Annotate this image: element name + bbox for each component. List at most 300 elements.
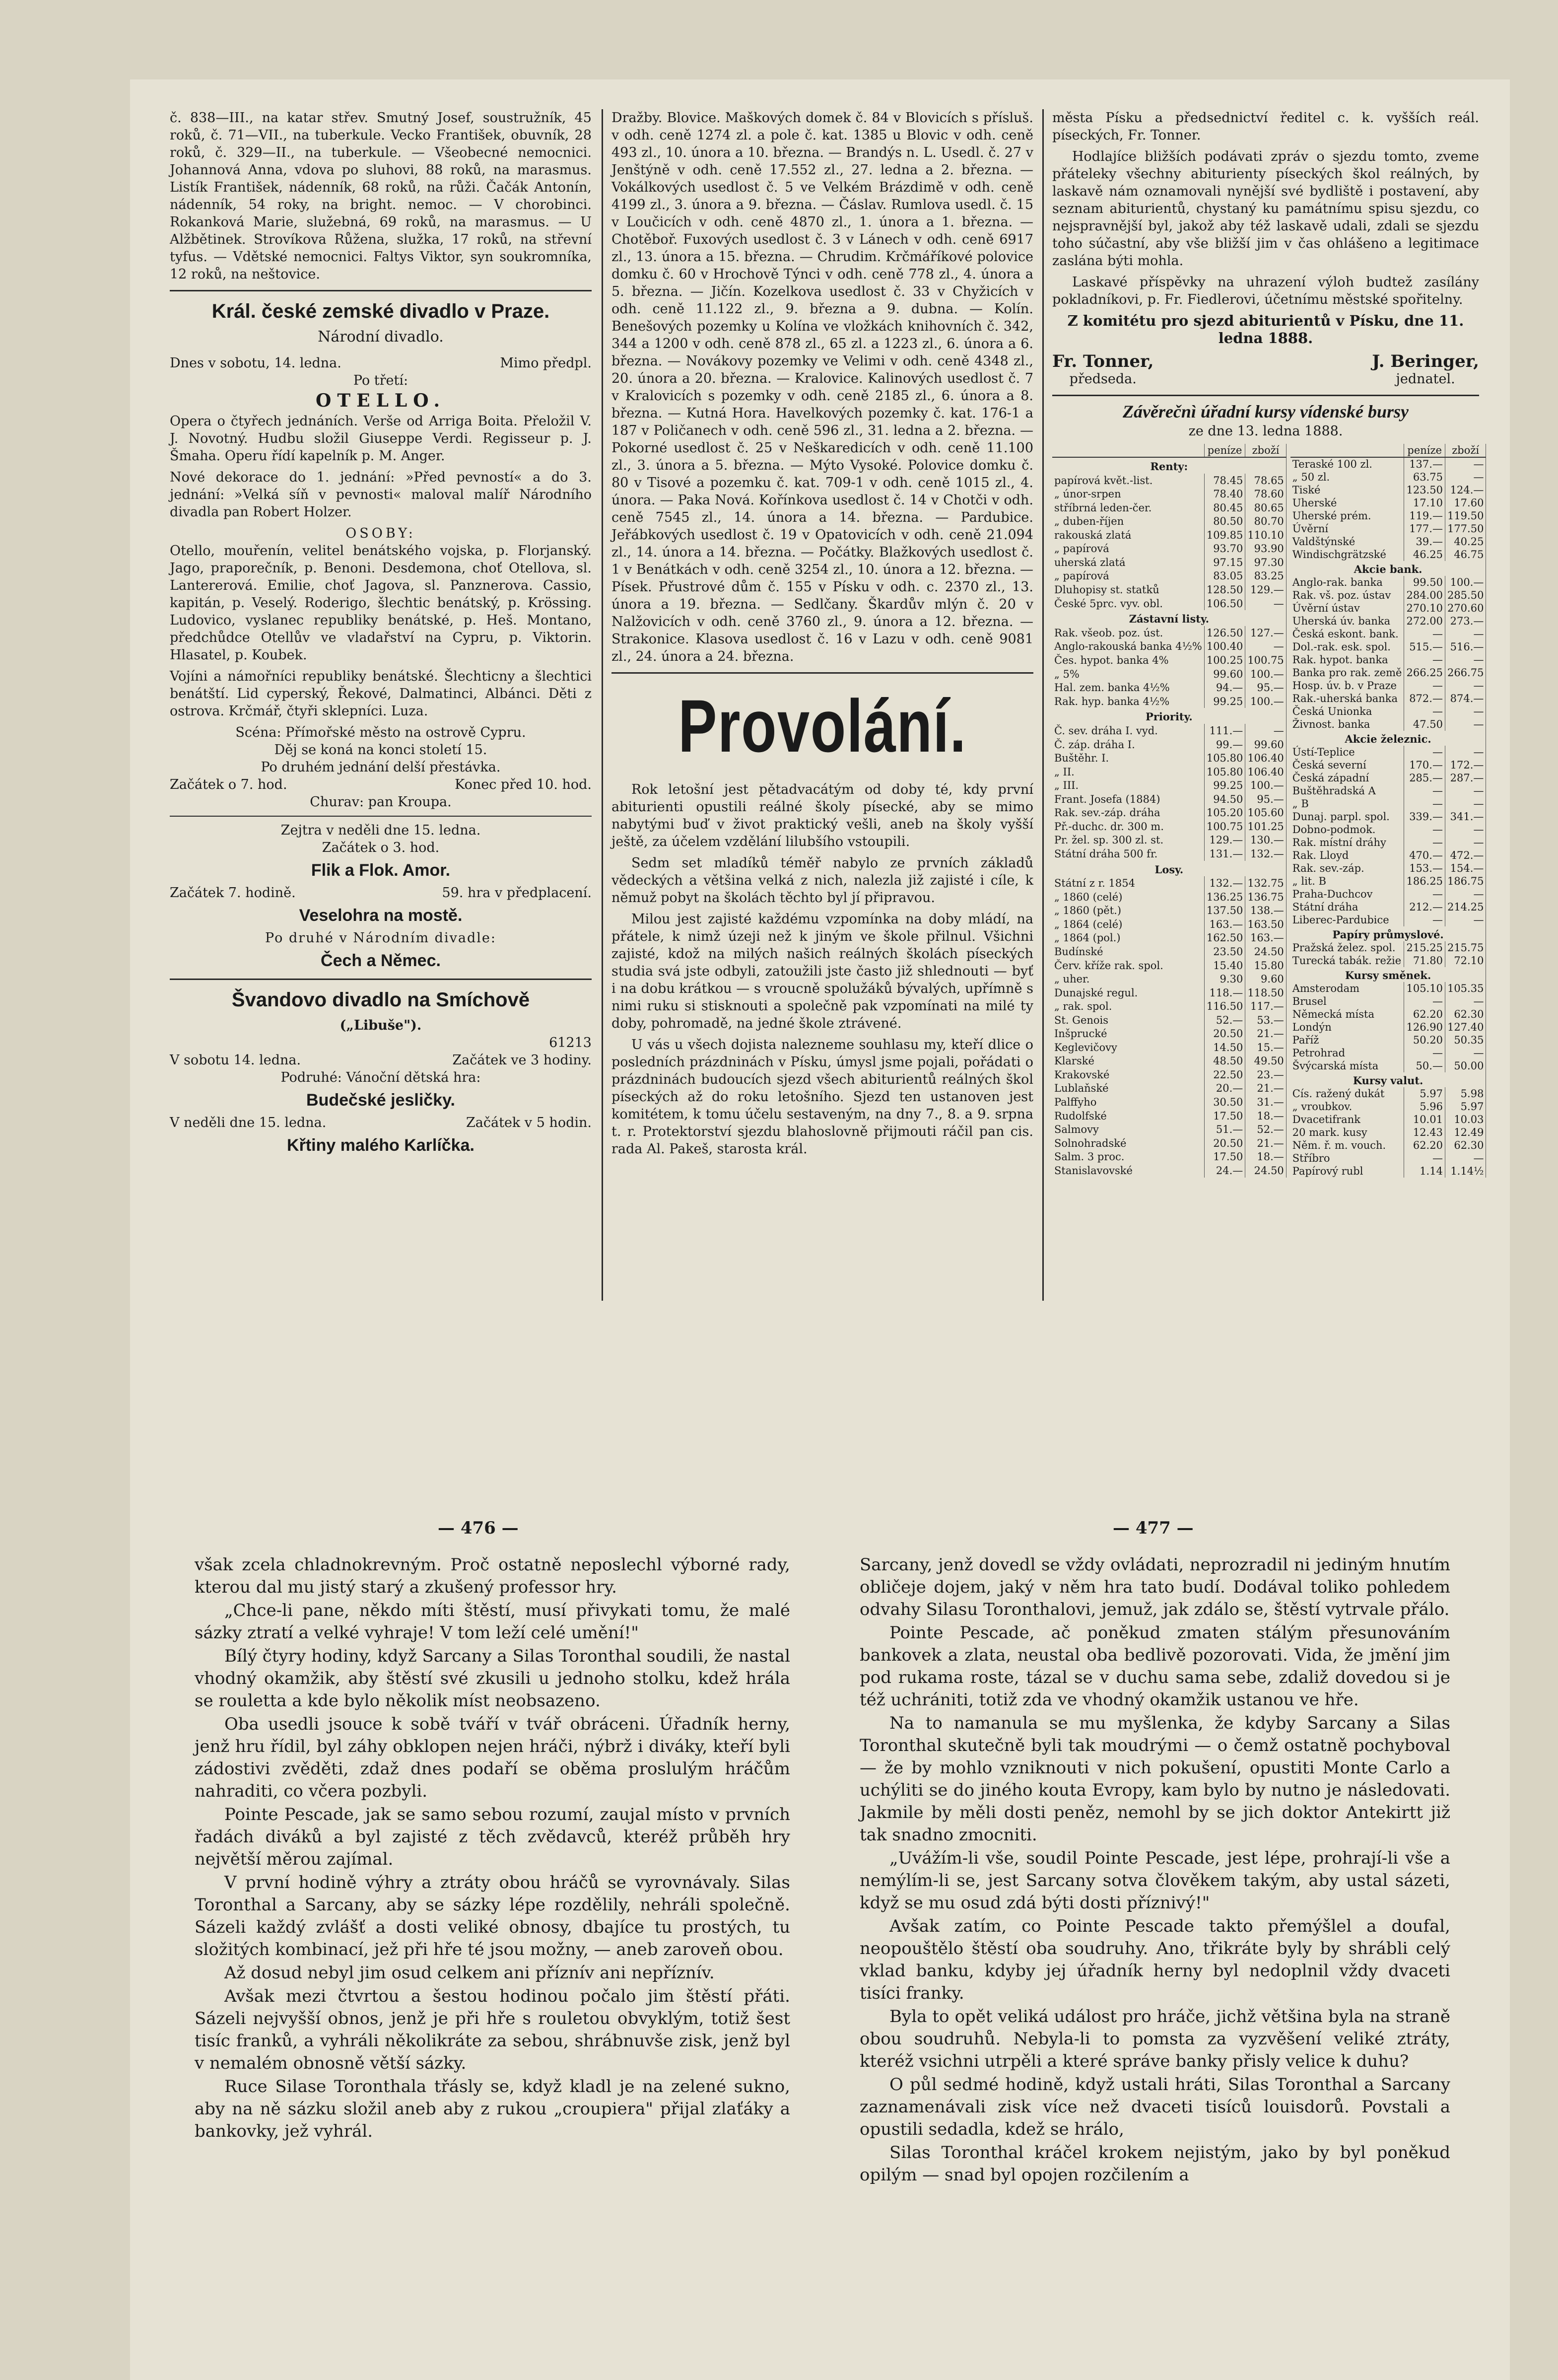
security-name: Č. záp. dráha I. bbox=[1052, 738, 1204, 752]
extras-list: Vojíni a námořníci republiky benátské. Šlechticny a šlechtici benátští. Lid cyperský, Řekové, Dalmatinci, Albánci. Děti z ostrova. Krčmář, čtyři sklepníci. Luza. bbox=[170, 669, 592, 719]
price-money: 105.80 bbox=[1204, 751, 1245, 765]
price-money: — bbox=[1404, 797, 1445, 810]
table-row bbox=[1052, 667, 1286, 681]
proclamation-contributions: Laskavé příspěvky na uhrazení výloh budtež zasílány pokladníkovi, p. Fr. Fiedlerovi, účetnímu městské spořitelny. bbox=[1052, 275, 1479, 307]
price-money: — bbox=[1404, 679, 1445, 692]
table-row bbox=[1052, 931, 1286, 945]
price-goods: 15.80 bbox=[1245, 959, 1286, 973]
price-goods: 177.50 bbox=[1445, 522, 1486, 535]
price-money: 284.00 bbox=[1404, 589, 1445, 602]
evening-row bbox=[170, 884, 592, 902]
security-name: Petrohrad bbox=[1290, 1047, 1404, 1059]
price-money: 78.40 bbox=[1204, 487, 1245, 501]
novel-paragraph: Až dosud nebyl jim osud celkem ani příznív ani nepříznív. bbox=[224, 1963, 715, 1983]
security-name: Německá místa bbox=[1290, 1008, 1404, 1021]
play-title-otello: OTELLO. bbox=[316, 390, 446, 411]
security-name: Teraské 100 zl. bbox=[1290, 457, 1404, 471]
security-name: Uherské prém. bbox=[1290, 509, 1404, 522]
price-money: 128.50 bbox=[1204, 583, 1245, 597]
price-goods: 136.75 bbox=[1245, 890, 1286, 904]
price-money: 119.— bbox=[1404, 509, 1445, 522]
price-money: — bbox=[1404, 888, 1445, 901]
price-goods: 100.— bbox=[1245, 695, 1286, 708]
table-row bbox=[1052, 1122, 1286, 1136]
price-money: 20.50 bbox=[1204, 1027, 1245, 1041]
table-row bbox=[1052, 959, 1286, 973]
price-goods: 78.60 bbox=[1245, 487, 1286, 501]
table-row bbox=[1052, 820, 1286, 834]
novel-paragraph: Avšak zatím, co Pointe Pescade takto přemýšlel a doufal, neopouštělo štěstí oba soudruhy. Ano, třikráte byly by shrábli celý vklad banku, kdyby jej úřadník herny byl nedoplnil vždy dvaceti tisíci franky. bbox=[860, 1916, 1450, 2003]
price-goods: 100.— bbox=[1245, 778, 1286, 792]
price-money: 105.10 bbox=[1404, 982, 1445, 995]
table-row bbox=[1052, 1095, 1286, 1109]
novel-paragraph: O půl sedmé hodině, když ustali hráti, Silas Toronthal a Sarcany zaznamenávali zisk více než dvaceti tisíců louisdorů. Povstali a opustili sedadla, kdež se hrálo, bbox=[860, 2075, 1450, 2139]
sunday-start: Začátek v 5 hodin. bbox=[466, 1115, 592, 1130]
table-row bbox=[1052, 528, 1286, 542]
novel-page-left bbox=[195, 1554, 790, 2328]
security-name: Rak. hyp. banka 4½% bbox=[1052, 695, 1204, 708]
price-money: 137.— bbox=[1404, 457, 1445, 471]
section-heading: Akcie železnic. bbox=[1290, 731, 1486, 746]
table-row bbox=[1052, 653, 1286, 667]
today-date: Dnes v sobotu, 14. ledna. bbox=[170, 355, 341, 371]
price-goods: 117.— bbox=[1245, 999, 1286, 1013]
performance-count: Po třetí: bbox=[353, 373, 408, 388]
price-goods: 105.35 bbox=[1445, 982, 1486, 995]
price-money: 50.— bbox=[1404, 1059, 1445, 1072]
table-row bbox=[1052, 1027, 1286, 1041]
security-name: Úvěrní bbox=[1290, 522, 1404, 535]
price-goods: 46.75 bbox=[1445, 548, 1486, 561]
auctions-text: Dražby. Blovice. Maškových domek č. 84 v Blovicích s přísluš. v odh. ceně 1274 zl. a pole č. kat. 1385 u Blovic v odh. ceně 493 zl., 10. února a 10. března. — Brandýs n. L. Usedl. č. 27 v Jenštýně v odh. ceně 17.552 zl., 27. ledna a 2. března. — Vokálkových usedlost č. 5 ve Velkém Brázdimě v odh. ceně 4199 zl., 3. února a 9. března. — Čáslav. Rumlova usedl. č. 15 v Loučicích v odh. ceně 4870 zl., 1. února a 1. března. — Chotěboř. Fuxových usedlost č. 3 v Lánech v odh. ceně 6917 zl., 13. února a 15. března. — Chrudim. Krčmáříkové polovice domku č. 60 v Hrochově Týnci v odh. ceně 778 zl., 4. února a 5. března. — Jičín. Kozelkova usedlost č. 33 v Chyžicích v odh. ceně 11.122 zl., 9. března a 9. dubna. — Kolín. Benešových pozemky u Kolína ve vložkách knihovních č. 342, 344 a 1200 v odh. ceně 878 zl., 65 zl. a 1223 zl., 6. února a 6. března. — Novákovy pozemky ve Velimi v odh. ceně 4348 zl., 20. února a 20. března. — Kralovice. Kalinových usedlost č. 7 v Kralovicích s pozemky v odh. ceně 2185 zl., 6. února a 8. března. — Kutná Hora. Havelkových pozemky č. kat. 176-1 a 187 v Poličanech v odh. ceně 596 zl., 31. ledna a 2. března. — Pokorné usedlost č. 25 v Neškaredicích v odh. ceně 11.100 zl., 3. února a 5. března. — Mýto Vysoké. Polovice domku č. 80 v Tisové a pozemku č. kat. 709-1 v odh. ceně 1015 zl., 4. února. — Paka Nová. Kořínkova usedlost č. 14 v Chotči v odh. ceně 7545 zl., 14. února a 14. března. — Pardubice. Jeřábkových usedlost č. 19 v Opatovicích v odh. ceně 21.094 zl., 14. února a 14. března. — Počátky. Blažkových usedlost č. 1 v Benátkách v odh. ceně 3254 zl., 10. února a 12. března. — Písek. Přustrové dům č. 155 v Písku v odh. c. 2370 zl., 13. února a 19. března. — Sedlčany. Škardův mlýn č. 20 v Nalžovicích v odh. ceně 3760 zl., 9. února a 12. března. — Strakonice. Klasova usedlost č. 16 v Lazu v odh. ceně 9081 zl., 24. února a 24. března. bbox=[611, 110, 1033, 664]
security-name: Valdštýnské bbox=[1290, 535, 1404, 548]
price-money: 24.— bbox=[1204, 1164, 1245, 1178]
price-money: 17.50 bbox=[1204, 1109, 1245, 1123]
price-money: 99.— bbox=[1204, 738, 1245, 752]
price-money: 186.25 bbox=[1404, 875, 1445, 888]
table-row bbox=[1052, 945, 1286, 959]
security-name: Windischgrätzské bbox=[1290, 548, 1404, 561]
price-goods: 80.65 bbox=[1245, 501, 1286, 515]
novel-paragraph: Silas Toronthal kráčel krokem nejistým, jako by byl poněkud opilým — snad byl opojen rozčilením a bbox=[860, 2143, 1450, 2185]
table-row bbox=[1052, 556, 1286, 569]
table-row bbox=[1290, 1059, 1486, 1072]
security-name: Př.-duchc. dr. 300 m. bbox=[1052, 820, 1204, 834]
price-money: — bbox=[1404, 913, 1445, 926]
price-goods: 9.60 bbox=[1245, 972, 1286, 986]
table-row bbox=[1290, 941, 1486, 954]
price-goods: 163.— bbox=[1245, 931, 1286, 945]
security-name: „ papírová bbox=[1052, 542, 1204, 556]
table-row bbox=[1052, 583, 1286, 597]
col-header-zbozi: zboží bbox=[1445, 444, 1486, 457]
novel-page-right bbox=[860, 1554, 1450, 2328]
table-row bbox=[1290, 471, 1486, 484]
column-theatre bbox=[170, 109, 592, 1340]
table-row bbox=[1290, 509, 1486, 522]
price-goods: 118.50 bbox=[1245, 986, 1286, 1000]
price-goods: — bbox=[1445, 1152, 1486, 1165]
price-money: 162.50 bbox=[1204, 931, 1245, 945]
price-goods: 516.— bbox=[1445, 640, 1486, 653]
table-row bbox=[1290, 849, 1486, 862]
table-row bbox=[1052, 904, 1286, 918]
price-money: 272.00 bbox=[1404, 615, 1445, 628]
security-name: „ III. bbox=[1052, 778, 1204, 792]
security-name: Rudolfské bbox=[1052, 1109, 1204, 1123]
price-goods: — bbox=[1245, 597, 1286, 611]
price-money: 470.— bbox=[1404, 849, 1445, 862]
table-row bbox=[1290, 1139, 1486, 1152]
table-row bbox=[1052, 569, 1286, 583]
table-row bbox=[1052, 999, 1286, 1013]
table-row bbox=[1052, 890, 1286, 904]
table-row bbox=[1052, 724, 1286, 738]
security-name: Dunajské regul. bbox=[1052, 986, 1204, 1000]
proclamation-request: Hodlajíce bližších podávati zpráv o sjezdu tomto, zveme přáteleky všechny abiturienty píseckých škol reálných, by laskavě nám oznamovali nynější své bydliště i postavení, aby seznam abiturientů, chystaný ku památnímu spisu sjezdu, co nejspravnější byl, jakož aby též laskavě udali, zdali se sjezdu toho súčastní, aby vše bližší jim v čas ohlášeno a legitimace zaslána býti mohla. bbox=[1052, 149, 1479, 269]
table-row bbox=[1052, 1164, 1286, 1178]
security-name: Něm. ř. m. vouch. bbox=[1290, 1139, 1404, 1152]
price-goods: 127.40 bbox=[1445, 1021, 1486, 1034]
date-row bbox=[170, 354, 592, 372]
table-row bbox=[1290, 666, 1486, 679]
security-name: Paříž bbox=[1290, 1034, 1404, 1047]
security-name: Pr. žel. sp. 300 zl. st. bbox=[1052, 834, 1204, 847]
price-money: 12.43 bbox=[1404, 1126, 1445, 1139]
svandovo-title: Švandovo divadlo na Smíchově bbox=[231, 989, 530, 1011]
price-money: 50.20 bbox=[1404, 1034, 1445, 1047]
table-row bbox=[1290, 548, 1486, 561]
price-goods: 95.— bbox=[1245, 792, 1286, 806]
table-row bbox=[1290, 913, 1486, 926]
table-row bbox=[1052, 834, 1286, 847]
table-row bbox=[1290, 602, 1486, 615]
security-name: Keglevičovy bbox=[1052, 1041, 1204, 1054]
table-row bbox=[1290, 771, 1486, 784]
death-notices: č. 838—III., na katar střev. Smutný Josef, soustružník, 45 roků, č. 71—VII., na tuberkule. Vecko František, obuvník, 28 roků, č. 329—II., na tuberkule. — Všeobecné nemocnici. Johannová Anna, vdova po sluhovi, 88 roků, na marasmus. Listík František, nádenník, 68 roků, na růži. Čačák Antonín, nádenník, 54 roky, na bright. nemoc. — V chorobinci. Rokanková Marie, služebná, 69 roků, na marasmus. — U Alžbětinek. Strovíkova Růžena, služka, 17 roků, na střevní tyfus. — Vdětské nemocnici. Faltys Viktor, syn soukromníka, 12 roků, na neštovice. bbox=[170, 110, 592, 282]
price-money: 93.70 bbox=[1204, 542, 1245, 556]
divider bbox=[170, 290, 592, 291]
table-row bbox=[1290, 640, 1486, 653]
divider bbox=[170, 979, 592, 980]
col-header-penize: peníze bbox=[1404, 444, 1445, 457]
signature-role: předseda. bbox=[1069, 371, 1137, 387]
table-row bbox=[1052, 542, 1286, 556]
price-goods: — bbox=[1445, 913, 1486, 926]
security-name: Červ. kříže rak. spol. bbox=[1052, 959, 1204, 973]
price-goods: 5.98 bbox=[1445, 1087, 1486, 1100]
table-row bbox=[1290, 679, 1486, 692]
proclamation-paragraph-2: Sedm set mladíků téměř nabylo ze prvních základů vědeckých a většina velká z nich, nalezla již zajisté i cíle, k němuž pobyt na školách těchto byl jí připravou. bbox=[611, 855, 1033, 906]
saturday-row bbox=[170, 1051, 592, 1069]
table-row bbox=[1290, 1100, 1486, 1113]
table-row bbox=[1052, 1054, 1286, 1068]
proclamation-heading: Provolání. bbox=[678, 684, 967, 768]
table-row bbox=[1290, 954, 1486, 967]
price-money: — bbox=[1404, 705, 1445, 718]
security-name: Hal. zem. banka 4½% bbox=[1052, 681, 1204, 695]
price-money: 51.— bbox=[1204, 1122, 1245, 1136]
price-goods: 163.50 bbox=[1245, 917, 1286, 931]
signature-name: Fr. Tonner, bbox=[1052, 351, 1154, 371]
price-money: 14.50 bbox=[1204, 1041, 1245, 1054]
proclamation-paragraph-4: U vás u všech dojista nalezneme souhlasu my, kteří dlice o posledních prázdninách v Písku, úmysl jsme pojali, pořádati o prázdninách budoucích sjezd všech abiturientů reálných škol píseckých až do roku letošního. Sjezd ten ustanoven jest komitétem, k tomu účelu sestaveným, na dny 7., 8. a 9. srpna t. r. Protektorství sjezdu blahoslovně přijmouti ráčil pan cis. rada Al. Pakeš, starosta král. bbox=[611, 1037, 1033, 1157]
price-goods: 874.— bbox=[1445, 692, 1486, 705]
price-money: 132.— bbox=[1204, 876, 1245, 890]
price-goods: — bbox=[1445, 888, 1486, 901]
security-name: „ uher. bbox=[1052, 972, 1204, 986]
newspaper-page bbox=[130, 79, 1510, 2380]
play-flik-flok: Flik a Flok. Amor. bbox=[311, 861, 451, 880]
novel-paragraph: „Uvážím-li vše, soudil Pointe Pescade, jest lépe, prohrají-li vše a nemýlím-li se, jest Sarcany sotva člověkem takým, aby ustal sázeti, když se mu osud zdá býti dosti příznivý!" bbox=[860, 1848, 1450, 1913]
table-section-row bbox=[1052, 610, 1286, 626]
table-row bbox=[1052, 1136, 1286, 1150]
price-money: 97.15 bbox=[1204, 556, 1245, 569]
security-name: Hosp. úv. b. v Praze bbox=[1290, 679, 1404, 692]
security-name: České 5prc. vyv. obl. bbox=[1052, 597, 1204, 611]
table-row bbox=[1052, 681, 1286, 695]
price-money: — bbox=[1404, 784, 1445, 797]
price-goods: 15.— bbox=[1245, 1041, 1286, 1054]
price-money: 109.85 bbox=[1204, 528, 1245, 542]
table-row bbox=[1290, 759, 1486, 771]
tomorrow-date: Zejtra v neděli dne 15. ledna. bbox=[280, 823, 481, 838]
play-budecske: Budečské jesličky. bbox=[306, 1091, 455, 1110]
price-money: — bbox=[1404, 836, 1445, 849]
security-name: Anglo-rakouská banka 4½% bbox=[1052, 640, 1204, 654]
security-name: Dunaj. parpl. spol. bbox=[1290, 810, 1404, 823]
column-rule bbox=[1042, 109, 1044, 1301]
security-name: Státní dráha 500 fr. bbox=[1052, 847, 1204, 861]
price-goods: — bbox=[1445, 679, 1486, 692]
price-money: 131.— bbox=[1204, 847, 1245, 861]
security-name: Pražská želez. spol. bbox=[1290, 941, 1404, 954]
security-name: Palffyho bbox=[1052, 1095, 1204, 1109]
price-goods: 130.— bbox=[1245, 834, 1286, 847]
security-name: „ papírová bbox=[1052, 569, 1204, 583]
price-goods: 100.— bbox=[1245, 667, 1286, 681]
security-name: papírová květ.-list. bbox=[1052, 474, 1204, 488]
table-row bbox=[1290, 982, 1486, 995]
bourse-date: ze dne 13. ledna 1888. bbox=[1188, 423, 1343, 439]
table-row bbox=[1290, 705, 1486, 718]
security-name: Uherská úv. banka bbox=[1290, 615, 1404, 628]
price-goods: — bbox=[1445, 718, 1486, 731]
security-name: „ II. bbox=[1052, 765, 1204, 779]
divider bbox=[611, 672, 1033, 674]
price-goods: 132.75 bbox=[1245, 876, 1286, 890]
security-name: „ vroubkov. bbox=[1290, 1100, 1404, 1113]
price-goods: 49.50 bbox=[1245, 1054, 1286, 1068]
table-row bbox=[1290, 496, 1486, 509]
price-goods: 1.14½ bbox=[1445, 1165, 1486, 1178]
security-name: „ únor-srpen bbox=[1052, 487, 1204, 501]
table-row bbox=[1052, 1041, 1286, 1054]
security-name: Živnost. banka bbox=[1290, 718, 1404, 731]
signature-name: J. Beringer, bbox=[1372, 351, 1479, 371]
security-name: Česká severní bbox=[1290, 759, 1404, 771]
security-name: Budínské bbox=[1052, 945, 1204, 959]
security-name: Státní z r. 1854 bbox=[1052, 876, 1204, 890]
security-name: Inšprucké bbox=[1052, 1027, 1204, 1041]
price-goods: 95.— bbox=[1245, 681, 1286, 695]
price-money: 515.— bbox=[1404, 640, 1445, 653]
table-row bbox=[1052, 972, 1286, 986]
price-money: 106.50 bbox=[1204, 597, 1245, 611]
security-name: Rak. všeob. poz. úst. bbox=[1052, 626, 1204, 640]
page-number-right: — 477 — bbox=[1113, 1518, 1194, 1538]
price-money: 339.— bbox=[1404, 810, 1445, 823]
security-name: Krakovské bbox=[1052, 1068, 1204, 1082]
price-money: 20.50 bbox=[1204, 1136, 1245, 1150]
price-money: 78.45 bbox=[1204, 474, 1245, 488]
sick-note: Churav: pan Kroupa. bbox=[310, 794, 452, 810]
price-goods: 132.— bbox=[1245, 847, 1286, 861]
novel-paragraph: Pointe Pescade, ač poněkud zmaten stálým přesunováním bankovek a zlata, neustal oba bedlivě pozorovati. Vida, že jmění jim pod rukama roste, tázal se v duchu sama sebe, zdaliž dovedou si je též uchrániti, totiž zda ve vhodný okamžik ustanou ve hře. bbox=[860, 1623, 1450, 1710]
play-veselohra: Veselohra na mostě. bbox=[299, 906, 463, 925]
saturday-date: V sobotu 14. ledna. bbox=[170, 1052, 301, 1068]
price-goods: 105.60 bbox=[1245, 806, 1286, 820]
security-name: Rak. Lloyd bbox=[1290, 849, 1404, 862]
price-money: 99.60 bbox=[1204, 667, 1245, 681]
price-money: 285.— bbox=[1404, 771, 1445, 784]
security-name: Úvěrní ústav bbox=[1290, 602, 1404, 615]
price-money: — bbox=[1404, 1047, 1445, 1059]
price-goods: — bbox=[1445, 653, 1486, 666]
novel-paragraph: Bílý čtyry hodiny, když Sarcany a Silas Toronthal soudili, že nastal vhodný okamžik, aby štěstí své zkusili u jednoho stolku, kdež hrála se rouletta a kde bylo několik míst neobsazeno. bbox=[195, 1646, 790, 1711]
security-name: „ 1860 (pět.) bbox=[1052, 904, 1204, 918]
price-goods: — bbox=[1445, 628, 1486, 640]
table-row bbox=[1052, 917, 1286, 931]
table-row bbox=[1290, 995, 1486, 1008]
col-header-name bbox=[1290, 444, 1404, 457]
price-money: 30.50 bbox=[1204, 1095, 1245, 1109]
table-row bbox=[1290, 875, 1486, 888]
price-money: 83.05 bbox=[1204, 569, 1245, 583]
price-money: 136.25 bbox=[1204, 890, 1245, 904]
price-money: 100.40 bbox=[1204, 640, 1245, 654]
security-name: Brusel bbox=[1290, 995, 1404, 1008]
table-row bbox=[1290, 1165, 1486, 1178]
security-name: Dol.-rak. esk. spol. bbox=[1290, 640, 1404, 653]
price-goods: 270.60 bbox=[1445, 602, 1486, 615]
security-name: Rak.-uherská banka bbox=[1290, 692, 1404, 705]
price-money: 5.96 bbox=[1404, 1100, 1445, 1113]
price-money: 17.50 bbox=[1204, 1150, 1245, 1164]
price-money: 129.— bbox=[1204, 834, 1245, 847]
section-heading: Kursy valut. bbox=[1290, 1072, 1486, 1087]
price-goods: 97.30 bbox=[1245, 556, 1286, 569]
table-row bbox=[1290, 576, 1486, 589]
security-name: Salmovy bbox=[1052, 1122, 1204, 1136]
price-money: 170.— bbox=[1404, 759, 1445, 771]
start-time: Začátek o 7. hod. bbox=[170, 777, 287, 792]
price-goods: 17.60 bbox=[1445, 496, 1486, 509]
price-goods: — bbox=[1445, 746, 1486, 759]
price-money: 23.50 bbox=[1204, 945, 1245, 959]
security-name: Londýn bbox=[1290, 1021, 1404, 1034]
saturday-start: Začátek ve 3 hodiny. bbox=[452, 1052, 592, 1068]
table-row bbox=[1052, 487, 1286, 501]
price-goods: 273.— bbox=[1445, 615, 1486, 628]
price-goods: 138.— bbox=[1245, 904, 1286, 918]
price-goods: 50.35 bbox=[1445, 1034, 1486, 1047]
price-money: — bbox=[1404, 823, 1445, 836]
price-money: — bbox=[1404, 628, 1445, 640]
table-row bbox=[1052, 738, 1286, 752]
sunday-date: V neděli dne 15. ledna. bbox=[170, 1115, 327, 1130]
intermission-note: Po druhém jednání delší přestávka. bbox=[261, 760, 501, 775]
price-goods: 18.— bbox=[1245, 1150, 1286, 1164]
price-goods: 119.50 bbox=[1445, 509, 1486, 522]
price-goods: — bbox=[1245, 724, 1286, 738]
price-goods: — bbox=[1445, 836, 1486, 849]
novel-paragraph: V první hodině výhry a ztráty obou hráčů se vyrovnávaly. Silas Toronthal a Sarcany, aby se sázky lépe rozdělily, nehráli společně. Sázeli každý zvlášť a dosti veliké obnosy, dbajíce tu prostých, tu složitých kombinací, jež při hře té jsou možny, — aneb zaroveň obou. bbox=[195, 1873, 790, 1960]
price-goods: 53.— bbox=[1245, 1013, 1286, 1027]
price-goods: 214.25 bbox=[1445, 901, 1486, 913]
table-row bbox=[1290, 615, 1486, 628]
price-money: 47.50 bbox=[1404, 718, 1445, 731]
table-section-row bbox=[1052, 861, 1286, 877]
time-note: Děj se koná na konci století 15. bbox=[274, 742, 487, 758]
security-name: Frant. Josefa (1884) bbox=[1052, 792, 1204, 806]
table-row bbox=[1290, 1047, 1486, 1059]
security-name: Tiské bbox=[1290, 484, 1404, 496]
price-goods: 341.— bbox=[1445, 810, 1486, 823]
price-money: 39.— bbox=[1404, 535, 1445, 548]
price-money: 63.75 bbox=[1404, 471, 1445, 484]
table-section-row bbox=[1290, 967, 1486, 982]
price-goods: 266.75 bbox=[1445, 666, 1486, 679]
table-row bbox=[1290, 522, 1486, 535]
table-row bbox=[1290, 628, 1486, 640]
table-row bbox=[1290, 718, 1486, 731]
price-goods: 21.— bbox=[1245, 1082, 1286, 1096]
price-money: 46.25 bbox=[1404, 548, 1445, 561]
proclamation-paragraph-1: Rok letošní jest pětadvacátým od doby té, kdy první abiturienti opustili reálné školy písecké, aby se mimo nabytými buď v život praktický vešli, aneb na školy vyšší ještě, za účelem vzdělání lilubšího vstoupili. bbox=[611, 782, 1033, 849]
table-section-row bbox=[1290, 731, 1486, 746]
price-money: 5.97 bbox=[1404, 1087, 1445, 1100]
novel-paragraph: Byla to opět veliká událost pro hráče, jichž většina byla na straně obou soudruhů. Nebyla-li to pomsta za vyzvěšení veliké ztráty, kteréž vsichni utrpěli a které správe banky přisly velice k duhu? bbox=[860, 2007, 1450, 2071]
col-header-name bbox=[1052, 444, 1204, 457]
table-row bbox=[1290, 823, 1486, 836]
table-row bbox=[1290, 653, 1486, 666]
price-goods: 101.25 bbox=[1245, 820, 1286, 834]
price-money: 177.— bbox=[1404, 522, 1445, 535]
price-money: 52.— bbox=[1204, 1013, 1245, 1027]
cast-heading: OSOBY: bbox=[345, 526, 416, 541]
novel-paragraph: Avšak mezi čtvrtou a šestou hodinou počalo jim štěstí přáti. Sázeli nejvyšší obnos, jenž je při hře s rouletou obvyklým, totiž šest tisíc franků, a vyhráli několikráte za sebou, shrábnuvše zisk, jenž byl v nemalém obnosně větší sázky. bbox=[195, 1986, 790, 2073]
novel-paragraph: Pointe Pescade, jak se samo sebou rozumí, zaujal místo v prvních řadách diváků a byl zajisté z těch zvědavců, kteréž průběh hry největší měrou zajímal. bbox=[195, 1805, 790, 1869]
price-money: 270.10 bbox=[1404, 602, 1445, 615]
theatre-subtitle: Národní divadlo. bbox=[318, 328, 444, 346]
price-money: 105.80 bbox=[1204, 765, 1245, 779]
price-goods: — bbox=[1445, 995, 1486, 1008]
price-money: — bbox=[1404, 746, 1445, 759]
column-auctions bbox=[611, 109, 1033, 1301]
price-money: 22.50 bbox=[1204, 1068, 1245, 1082]
signatures bbox=[1052, 353, 1479, 388]
security-name: Rak. hypot. banka bbox=[1290, 653, 1404, 666]
price-goods: 106.40 bbox=[1245, 751, 1286, 765]
price-money: 94.— bbox=[1204, 681, 1245, 695]
security-name: Klarské bbox=[1052, 1054, 1204, 1068]
price-goods: 62.30 bbox=[1445, 1008, 1486, 1021]
bourse-title: Závěrečnì úřadní kursy vídenské bursy bbox=[1123, 402, 1409, 421]
table-row bbox=[1290, 1152, 1486, 1165]
price-money: 99.25 bbox=[1204, 778, 1245, 792]
security-name: Buštěhr. I. bbox=[1052, 751, 1204, 765]
